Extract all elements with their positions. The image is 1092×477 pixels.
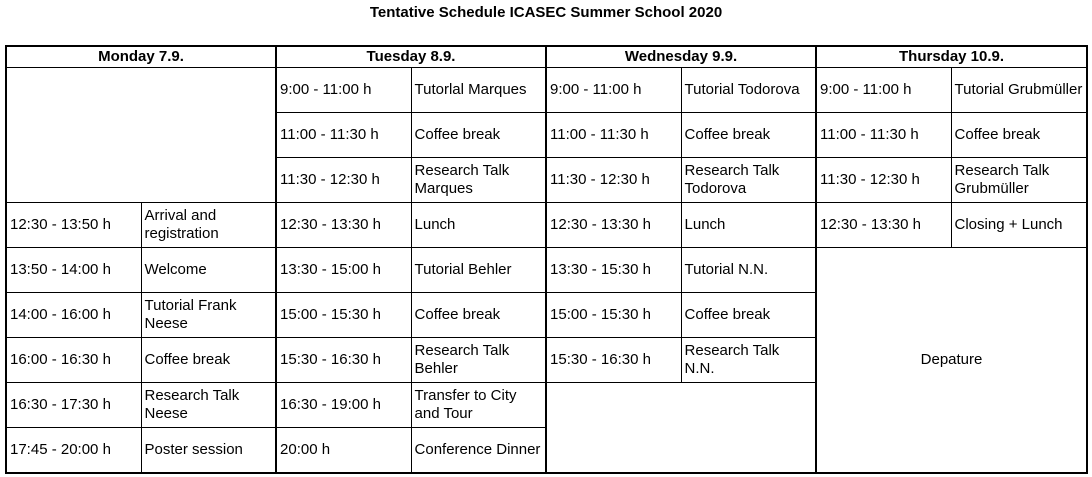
event-cell: Welcome <box>141 248 276 293</box>
event-cell: Tutorial Todorova <box>681 68 816 113</box>
time-cell: 13:30 - 15:30 h <box>546 248 681 293</box>
time-cell: 16:30 - 17:30 h <box>6 383 141 428</box>
time-cell: 17:45 - 20:00 h <box>6 428 141 474</box>
event-cell: Lunch <box>681 203 816 248</box>
wednesday-empty-cell <box>546 383 816 474</box>
time-cell: 16:00 - 16:30 h <box>6 338 141 383</box>
time-cell: 13:50 - 14:00 h <box>6 248 141 293</box>
time-cell: 9:00 - 11:00 h <box>546 68 681 113</box>
event-cell: Research Talk N.N. <box>681 338 816 383</box>
time-cell: 12:30 - 13:30 h <box>276 203 411 248</box>
event-cell: Tutorlal Marques <box>411 68 546 113</box>
event-cell: Coffee break <box>681 113 816 158</box>
day-header-tuesday: Tuesday 8.9. <box>276 46 546 68</box>
time-cell: 15:00 - 15:30 h <box>546 293 681 338</box>
thursday-departure-cell: Depature <box>816 248 1087 474</box>
table-row <box>6 248 1087 293</box>
event-cell: Tutorial Grubmüller <box>951 68 1087 113</box>
day-header-monday: Monday 7.9. <box>6 46 276 68</box>
time-cell: 16:30 - 19:00 h <box>276 383 411 428</box>
event-cell: Coffee break <box>681 293 816 338</box>
event-cell: Coffee break <box>411 113 546 158</box>
table-row <box>6 68 1087 113</box>
event-cell: Research Talk Grubmüller <box>951 158 1087 203</box>
time-cell: 12:30 - 13:30 h <box>546 203 681 248</box>
event-cell: Tutorial Behler <box>411 248 546 293</box>
time-cell: 11:30 - 12:30 h <box>276 158 411 203</box>
event-cell: Transfer to City and Tour <box>411 383 546 428</box>
event-cell: Conference Dinner <box>411 428 546 474</box>
time-cell: 12:30 - 13:50 h <box>6 203 141 248</box>
event-cell: Tutorial N.N. <box>681 248 816 293</box>
time-cell: 15:00 - 15:30 h <box>276 293 411 338</box>
time-cell: 13:30 - 15:00 h <box>276 248 411 293</box>
time-cell: 11:00 - 11:30 h <box>816 113 951 158</box>
time-cell: 12:30 - 13:30 h <box>816 203 951 248</box>
event-cell: Closing + Lunch <box>951 203 1087 248</box>
page-title: Tentative Schedule ICASEC Summer School 2020 <box>369 4 723 21</box>
table-row <box>6 203 1087 248</box>
event-cell: Poster session <box>141 428 276 474</box>
event-cell: Research Talk Marques <box>411 158 546 203</box>
time-cell: 11:00 - 11:30 h <box>546 113 681 158</box>
time-cell: 11:30 - 12:30 h <box>546 158 681 203</box>
event-cell: Coffee break <box>411 293 546 338</box>
day-header-thursday: Thursday 10.9. <box>816 46 1087 68</box>
event-cell: Coffee break <box>951 113 1087 158</box>
event-cell: Lunch <box>411 203 546 248</box>
day-header-wednesday: Wednesday 9.9. <box>546 46 816 68</box>
time-cell: 15:30 - 16:30 h <box>276 338 411 383</box>
event-cell: Research Talk Behler <box>411 338 546 383</box>
time-cell: 9:00 - 11:00 h <box>816 68 951 113</box>
event-cell: Arrival and registration <box>141 203 276 248</box>
time-cell: 11:00 - 11:30 h <box>276 113 411 158</box>
event-cell: Tutorial Frank Neese <box>141 293 276 338</box>
time-cell: 20:00 h <box>276 428 411 474</box>
monday-empty-cell <box>6 68 276 203</box>
header-row <box>6 46 1087 68</box>
event-cell: Research Talk Todorova <box>681 158 816 203</box>
time-cell: 11:30 - 12:30 h <box>816 158 951 203</box>
schedule-table <box>5 45 1088 474</box>
event-cell: Research Talk Neese <box>141 383 276 428</box>
time-cell: 14:00 - 16:00 h <box>6 293 141 338</box>
time-cell: 15:30 - 16:30 h <box>546 338 681 383</box>
time-cell: 9:00 - 11:00 h <box>276 68 411 113</box>
event-cell: Coffee break <box>141 338 276 383</box>
